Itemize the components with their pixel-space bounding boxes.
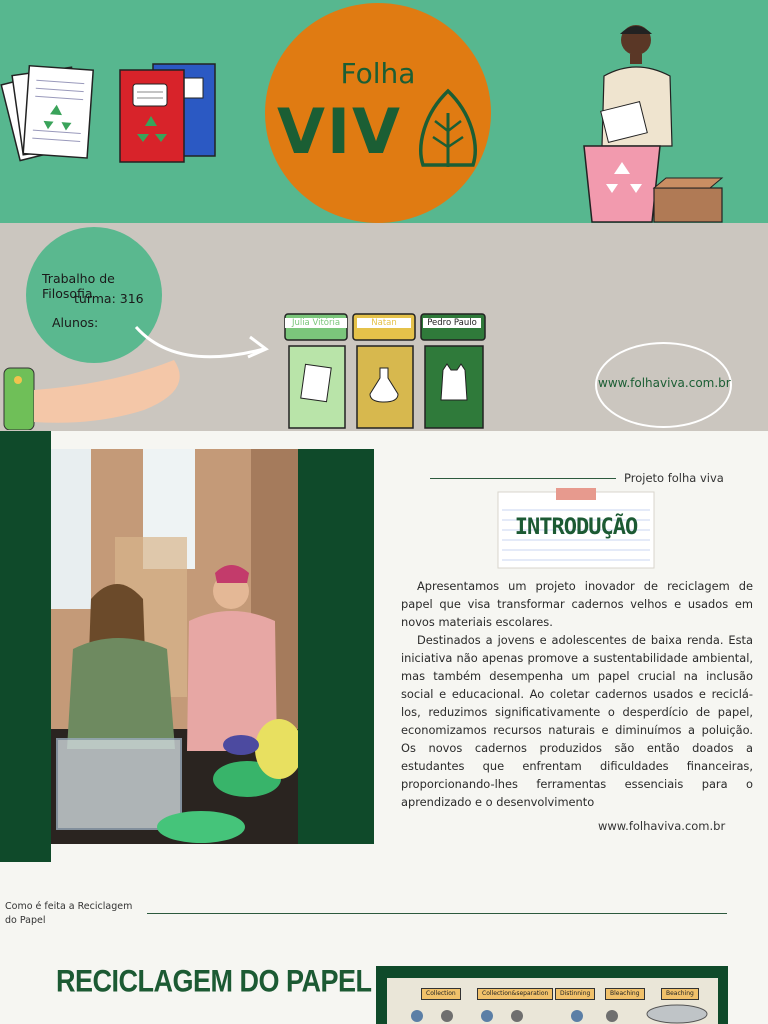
students-label: Alunos: xyxy=(52,315,99,330)
process-machines-illustration xyxy=(387,1002,718,1024)
notebooks-illustration xyxy=(115,58,223,168)
logo-circle xyxy=(265,3,491,223)
person-recycling-illustration xyxy=(576,16,726,224)
logo-word-viva: VIV xyxy=(277,95,403,168)
divider-line xyxy=(430,478,616,479)
step-beaching: Beaching xyxy=(661,988,699,1000)
dark-green-panel-right xyxy=(298,449,374,844)
leaf-a-icon xyxy=(415,87,481,171)
step-collection-separation: Collection&separation xyxy=(477,988,553,1000)
intro-title: INTRODUÇÃO xyxy=(514,515,638,540)
student-name-1: Julia Vitória xyxy=(285,318,347,328)
intro-paragraph-2: Destinados a jovens e adolescentes de baixa renda. Esta iniciativa não apenas promove a sustentabilidade ambiental, mas também desempenha um papel crucial na inclusão social e educacional. Ao coletar cadernos usados e reciclá-los, reduzimos significativamente o desperdício de papel, economizamos recursos naturais e diminuímos a poluição. Os novos cadernos produzidos são então doados a estudantes que enfrentam dificuldades financeiras, proporcionando-lhes ferramentas essenciais para o aprendizado e o desenvolvimento xyxy=(401,633,753,809)
project-kicker: Projeto folha viva xyxy=(624,471,724,485)
section-label-how: Como é feita a Reciclagem do Papel xyxy=(5,901,133,926)
paper-stack-illustration xyxy=(0,60,105,170)
student-name-3: Pedro Paulo xyxy=(423,318,481,328)
photo-scene xyxy=(51,449,298,844)
glass-bin-icon xyxy=(351,312,417,430)
plastic-bin-icon xyxy=(283,312,349,430)
bin-natan xyxy=(351,312,417,430)
class-label: turma: 316 xyxy=(74,291,144,306)
process-diagram xyxy=(387,978,718,1024)
website-link-bottom[interactable]: www.folhaviva.com.br xyxy=(598,819,726,833)
divider-line-bottom xyxy=(147,913,727,914)
volunteers-sorting-photo xyxy=(51,449,298,844)
step-bleaching: Bleaching xyxy=(605,988,645,1000)
website-link-top[interactable]: www.folhaviva.com.br xyxy=(598,376,731,390)
bag-bin-icon xyxy=(419,312,487,430)
recycling-title: RECICLAGEM DO PAPEL xyxy=(56,964,372,999)
bin-pedro xyxy=(419,312,487,430)
intro-paragraph-1: Apresentamos um projeto inovador de reciclagem de papel que visa transformar cadernos velhos e usados em novos materiais escolares. xyxy=(401,579,753,629)
dark-green-panel-left xyxy=(0,431,51,862)
logo-word-folha: Folha xyxy=(340,57,416,90)
step-collection: Collection xyxy=(421,988,461,1000)
bin-julia xyxy=(283,312,349,430)
work-title: Trabalho de Filosofia xyxy=(42,271,115,301)
student-name-2: Natan xyxy=(357,318,411,328)
step-distinning: Distinning xyxy=(555,988,595,1000)
curved-arrow-icon xyxy=(132,315,272,370)
intro-body xyxy=(401,577,753,811)
